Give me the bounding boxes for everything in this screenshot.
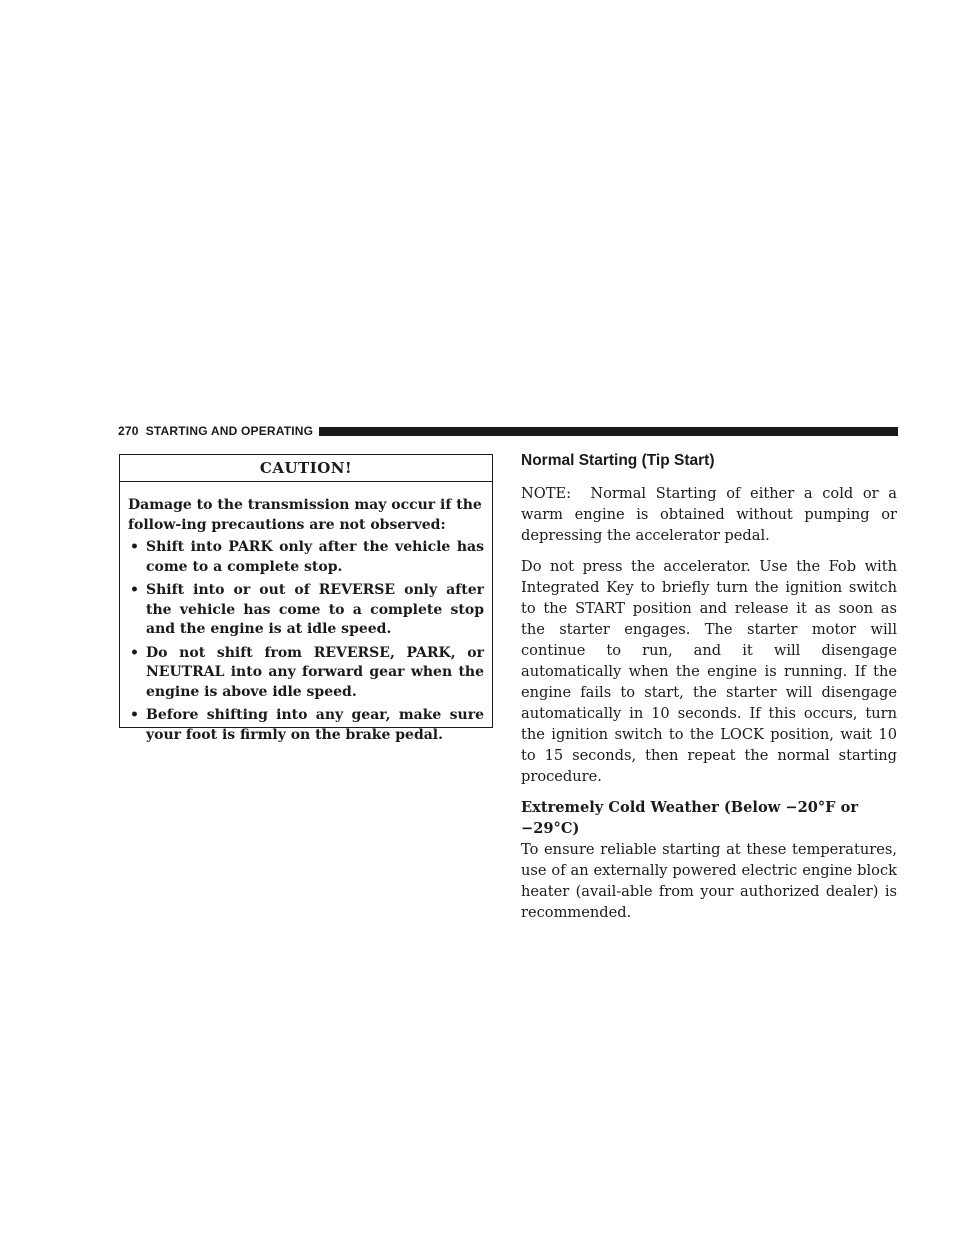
bullet-icon: • xyxy=(130,539,139,555)
cold-weather-paragraph: To ensure reliable starting at these temperatures, use of an externally powered electric engine block heater (avail-able from your authorized dealer) is recommended. xyxy=(521,841,897,921)
caution-intro: Damage to the transmission may occur if the follow-ing precautions are not observed: xyxy=(128,497,482,533)
section-name: STARTING AND OPERATING xyxy=(145,424,314,438)
caution-bullet-text: Shift into or out of REVERSE only after the vehicle has come to a complete stop and the engine is at idle speed. xyxy=(146,582,484,637)
do-not-text: press the accelerator. Use the Fob with Integrated Key to briefly turn the ignition switch to the START position and release it as soon as the starter engages. The starter motor will continue to run, and it will disengage automatically when the engine is running. If the engine fails to start, the starter will disengage automatically in 10 seconds. If this occurs, turn the ignition switch to the LOCK position, wait 10 to 15 seconds, then repeat the normal starting procedure. xyxy=(521,558,897,785)
bullet-icon: • xyxy=(130,644,139,661)
caution-bullet xyxy=(128,644,484,703)
page-header-text xyxy=(118,424,313,438)
caution-bullet-text: Shift into PARK only after the vehicle has come to a complete stop. xyxy=(146,539,484,575)
caution-body xyxy=(120,482,492,745)
caution-bullet-text: Before shifting into any gear, make sure your foot is firmly on the brake pedal. xyxy=(146,707,484,743)
normal-starting-section xyxy=(521,452,897,933)
section-title: Normal Starting (Tip Start) xyxy=(521,452,715,469)
caution-bullet xyxy=(128,706,484,745)
cold-weather-heading: Extremely Cold Weather (Below −20°F or −29°C) xyxy=(521,799,859,837)
note-text: Normal Starting of either a cold or a warm engine is obtained without pumping or depressing the accelerator pedal. xyxy=(521,485,897,544)
bullet-icon: • xyxy=(130,582,139,598)
caution-bullet xyxy=(128,538,484,577)
caution-title: CAUTION! xyxy=(120,455,492,482)
page-number: 270 xyxy=(118,424,139,438)
note-paragraph xyxy=(521,483,897,546)
bullet-icon: • xyxy=(130,707,139,723)
header-rule xyxy=(319,427,898,436)
caution-bullet xyxy=(128,581,484,640)
do-not-paragraph xyxy=(521,556,897,787)
do-not-label: Do not xyxy=(521,558,575,575)
caution-bullet-text: Do not shift from REVERSE, PARK, or NEUTRAL into any forward gear when the engine is above idle speed. xyxy=(146,644,484,700)
caution-box xyxy=(119,454,493,743)
page-header xyxy=(118,424,898,438)
note-label: NOTE: xyxy=(521,485,572,502)
